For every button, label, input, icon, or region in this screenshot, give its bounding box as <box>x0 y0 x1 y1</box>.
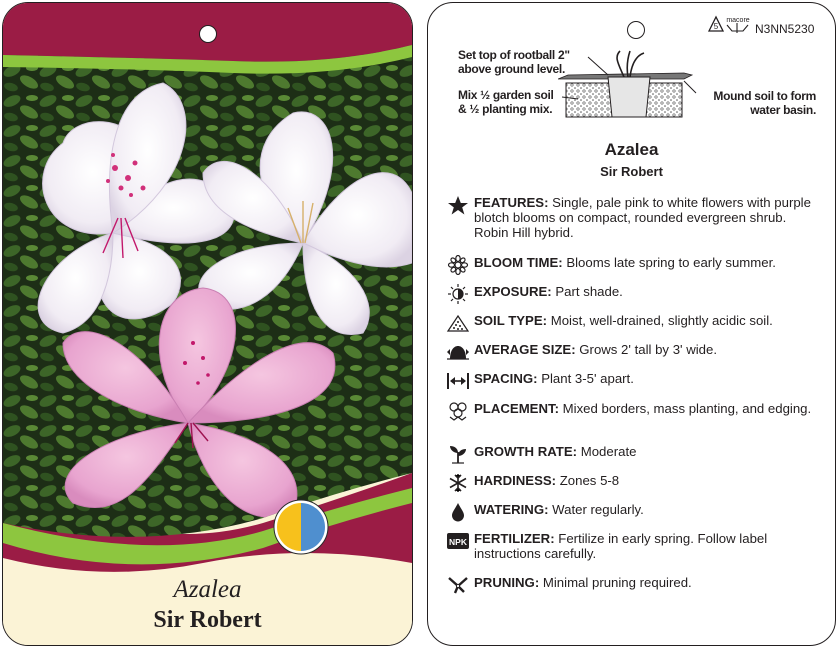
svg-text:5: 5 <box>713 22 719 31</box>
care-row-hardiness: HARDINESS: Zones 5-8 <box>446 473 826 493</box>
part-shade-icon <box>274 500 328 554</box>
care-row-growth-rate: GROWTH RATE: Moderate <box>446 444 826 464</box>
back-cultivar: Sir Robert <box>600 164 663 179</box>
care-row-spacing: SPACING: Plant 3-5' apart. <box>446 371 826 391</box>
front-tag <box>2 2 413 646</box>
snowflake-icon <box>446 473 470 493</box>
soil-icon <box>446 313 470 333</box>
planting-note-right: Mound soil to form water basin. <box>713 89 816 117</box>
planting-diagram <box>558 47 698 127</box>
star-icon <box>446 195 470 215</box>
care-row-features: FEATURES: Single, pale pink to white flowers with purple blotch blooms on compact, rounded evergreen shrub. Robin Hill hybrid. <box>446 195 826 240</box>
svg-text:NPK: NPK <box>449 537 467 547</box>
care-row-fertilizer: NPK FERTILIZER: Fertilize in early spring. Follow label instructions carefully. <box>446 531 826 561</box>
placement-icon <box>446 401 470 421</box>
flower-photo <box>3 3 412 645</box>
care-row-average-size: AVERAGE SIZE: Grows 2' tall by 3' wide. <box>446 342 826 362</box>
planting-note-left: Mix ½ garden soil & ½ planting mix. <box>458 88 554 116</box>
back-tag <box>427 2 836 646</box>
care-row-watering: WATERING: Water regularly. <box>446 502 826 522</box>
svg-text:macore: macore <box>726 17 750 24</box>
front-cultivar: Sir Robert <box>153 607 262 633</box>
recycle-icon <box>706 13 752 35</box>
flower-icon <box>446 255 470 275</box>
size-icon <box>446 342 470 362</box>
hang-hole <box>627 21 645 39</box>
planting-note-top: Set top of rootball 2" above ground level. <box>458 48 570 76</box>
npk-icon <box>446 531 470 551</box>
care-row-bloom-time: BLOOM TIME: Blooms late spring to early summer. <box>446 255 826 275</box>
pruner-icon <box>446 575 470 595</box>
back-genus: Azalea <box>604 140 659 159</box>
care-row-placement: PLACEMENT: Mixed borders, mass planting, and edging. <box>446 401 826 421</box>
care-row-soil-type: SOIL TYPE: Moist, well-drained, slightly acidic soil. <box>446 313 826 333</box>
sun-icon <box>446 284 470 304</box>
care-row-exposure: EXPOSURE: Part shade. <box>446 284 826 304</box>
water-drop-icon <box>446 502 470 522</box>
spacing-icon <box>446 371 470 391</box>
sprout-icon <box>446 444 470 464</box>
care-row-pruning: PRUNING: Minimal pruning required. <box>446 575 826 595</box>
front-genus: Azalea <box>173 576 242 603</box>
hang-hole <box>199 25 217 43</box>
sku-code: N3NN5230 <box>755 22 815 36</box>
